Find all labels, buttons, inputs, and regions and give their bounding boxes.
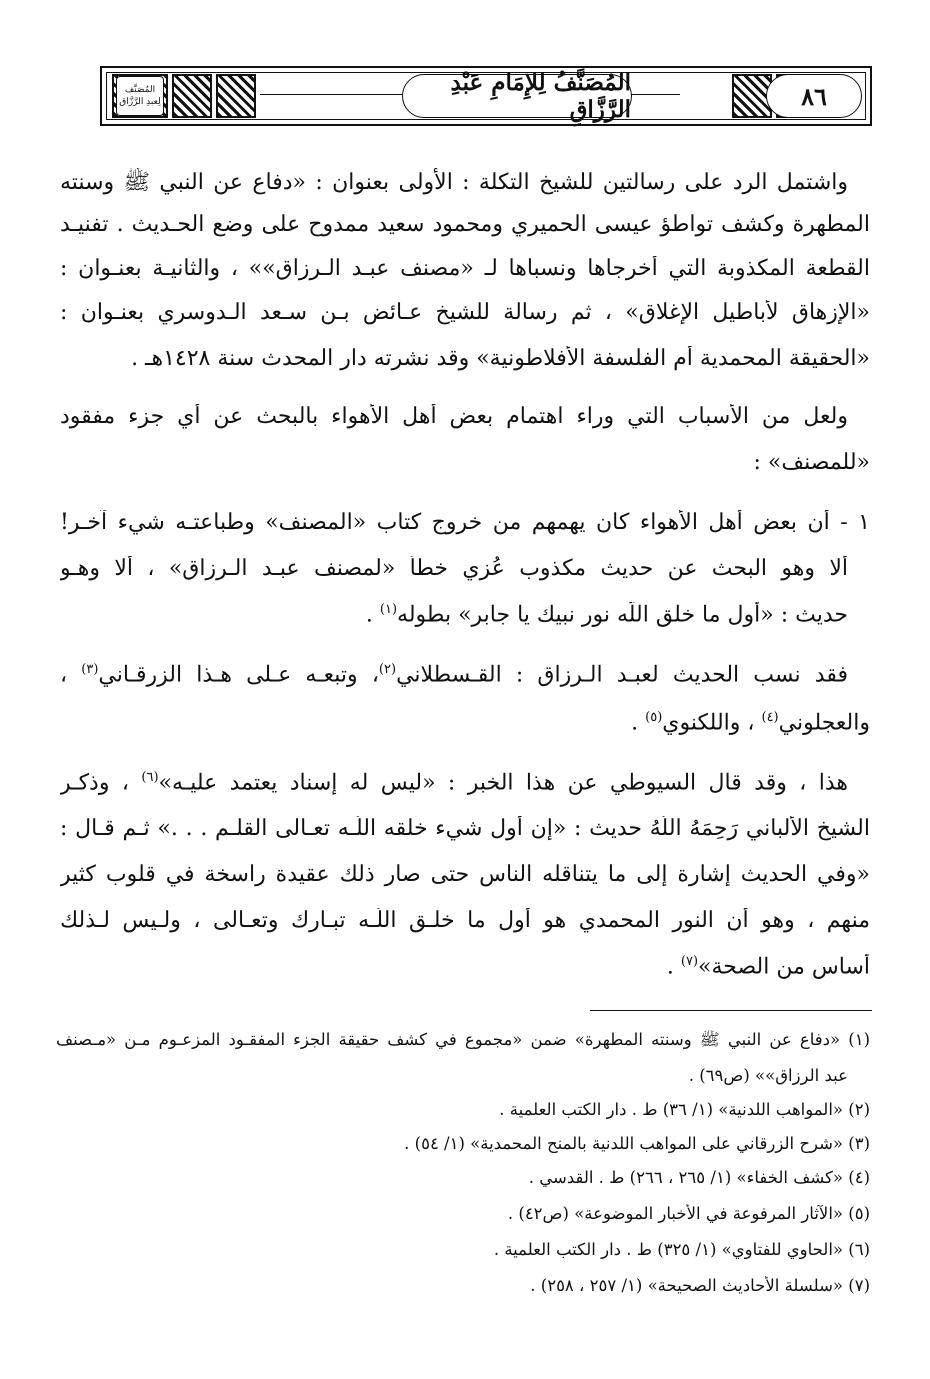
body-line: فقد نسب الحديث لعبـد الـرزاق : القـسطلاني$^{(٢)}$، وتبعـه عـلى هـذا الزرقـاني$^{(٣)}$ ، [60,662,848,688]
body-line: «وفي الحديث إشارة إلى ما يتناقله الناس حتى صار ذلك عقيدة راسخة في قلوب كثير [60,862,870,887]
body-line: ألا وهو البحث عن حديث مكذوب عُزي خطأ «لمصنف عبـد الـرزاق» ، ألا وهـو [60,556,848,581]
body-line: منهم ، وهو أن النور المحمدي هو أول ما خلـق اللّـه تبـارك وتعـالى ، ولـيس لـذلك [60,908,870,933]
ornament-left-3 [216,74,256,118]
footnote-ref: (٥) [645,710,663,725]
body-line: «الإزهاق لأباطيل الإغلاق» ، ثم رسالة للشيخ عـائض بـن سـعد الـدوسري بعنـوان : [60,300,870,325]
body-line: هذا ، وقد قال السيوطي عن هذا الخبر : «ليس له إسناد يعتمد عليـه»$^{(٦)}$ ، وذكـر [60,770,848,796]
footnote: (٦) «الحاوي للفتاوي» (١/ ٣٢٥) ط . دار الكتب العلمية . [493,1240,870,1259]
body-line: المطهرة وكشف تواطؤ عيسى الحميري ومحمود سعيد ممدوح على وضع الحـديث . تفنيـد [60,212,870,237]
body-line: «الحقيقة المحمدية أم الفلسفة الأفلاطونية» وقد نشرته دار المحدث سنة ١٤٢٨هـ . [131,346,870,371]
body-line: القطعة المكذوبة التي أخرجاها ونسباها لـ «مصنف عبـد الـرزاق»» ، والثانيـة بعنـوان : [60,256,870,281]
ornament-left-2 [172,74,212,118]
body-line: «للمصنف» : [753,450,870,475]
footnote-ref: (٧) [680,954,699,969]
footnote-ref: (١) [379,602,398,617]
footnote: (٢) «المواهب اللدنية» (١/ ٣٦) ط . دار الكتب العلمية . [499,1100,870,1119]
footnote: عبد الرزاق»» (ص٦٩) . [688,1066,848,1085]
body-line: والعجلوني$^{(٤)}$ ، واللكنوي$^{(٥)}$ . [631,710,870,736]
footnote: (١) «دفاع عن النبي ﷺ وسنته المطهرة» ضمن «مجموع في كشف حقيقة الجزء المفقـود المزعـوم مـن «مـصنف [56,1030,870,1049]
footnote-ref: (٤) [761,710,779,725]
footnote: (٥) «الآثار المرفوعة في الأخبار الموضوعة» (ص٤٢) . [507,1204,870,1223]
body-line: حديث : «أول ما خلق اللّه نور نبيك يا جابر» بطوله$^{(١)}$ . [365,602,848,628]
page-number: ٨٦ [766,74,862,118]
footnote-ref: (٦) [141,770,159,785]
body-line: واشتمل الرد على رسالتين للشيخ التكلة : الأولى بعنوان : «دفاع عن النبي ﷺ وسنته [60,170,848,195]
body-line: ولعل من الأسباب التي وراء اهتمام بعض أهل الأهواء بالبحث عن أي جزء مفقود [60,404,848,429]
body-line: أساس من الصحة»$^{(٧)}$ . [666,954,870,980]
footnote: (٣) «شرح الزرقاني على المواهب اللدنية بالمنح المحمدية» (١/ ٥٤) . [404,1134,870,1153]
footnote: (٧) «سلسلة الأحاديث الصحيحة» (١/ ٢٥٧ ، ٢٥٨) . [530,1276,870,1295]
page-header [100,66,872,126]
body-line: الشيخ الألباني رَحِمَهُ اللَّهُ حديث : «إن أول شيء خلقه اللّـه تعـالى القلـم . . .» ثـم قـال : [60,816,870,841]
footnote: (٤) «كشف الخفاء» (١/ ٢٦٥ ، ٢٦٦) ط . القدسي . [528,1168,870,1187]
footnote-ref: (٢) [378,662,397,677]
body-line: ١ - أن بعض أهل الأهواء كان يهمهم من خروج كتاب «المصنف» وطباعتـه شيء آخـر! [60,510,870,535]
running-title: المُصَنَّفُ لِلإِمَامِ عَبْدِ الرَّزَّاقِ [402,74,632,118]
footnote-separator [590,1010,872,1011]
footnote-ref: (٣) [81,662,99,677]
book-seal-logo: المُصَنَّف لِعبدِ الرَّزَّاق [116,76,164,116]
